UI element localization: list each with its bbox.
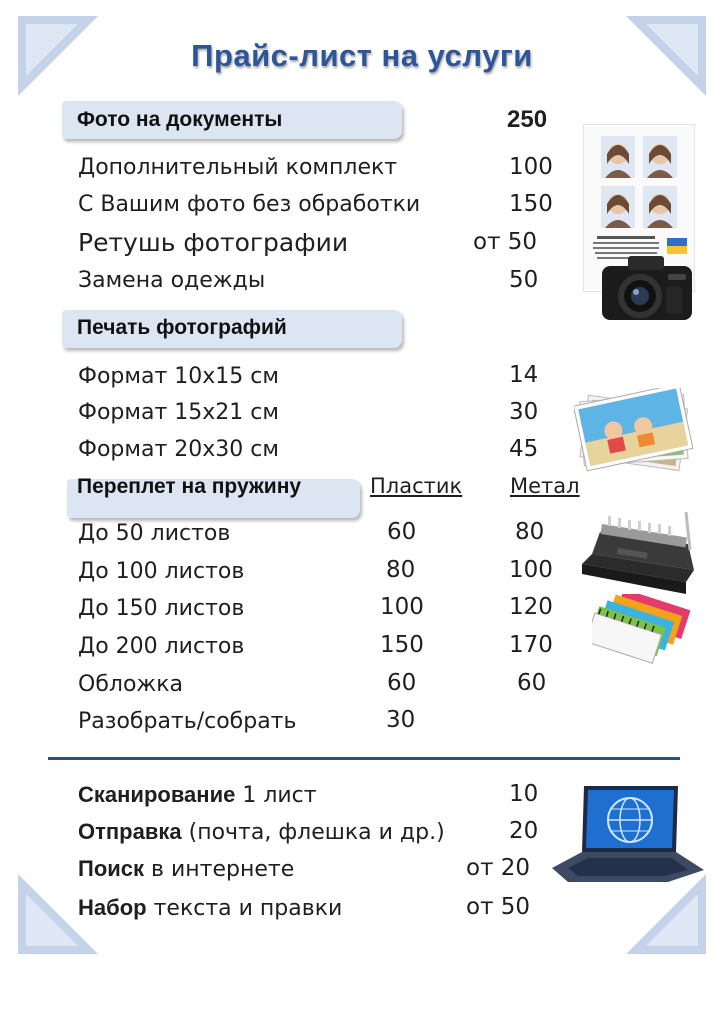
binding-item-plastic: 150: [380, 632, 424, 658]
binding-item-label: Обложка: [78, 672, 183, 697]
print-item-price: 14: [509, 362, 539, 388]
service-row: [78, 895, 342, 921]
service-name: Сканирование: [78, 782, 236, 807]
service-row: [78, 819, 445, 845]
docs-item-label: Дополнительный комплект: [78, 155, 398, 180]
docs-item-price: 100: [509, 154, 553, 180]
service-name: Поиск: [78, 856, 145, 881]
print-item-label: Формат 15х21 см: [78, 400, 279, 425]
service-price: 20: [509, 818, 539, 844]
binding-item-label: Разобрать/собрать: [78, 709, 297, 734]
binding-item-plastic: 30: [386, 707, 416, 733]
binding-item-label: До 200 листов: [78, 634, 245, 659]
column-header-plastic: Пластик: [370, 474, 463, 498]
section-header-binding-label: Переплет на пружину: [77, 475, 302, 498]
binding-item-label: До 50 листов: [78, 521, 231, 546]
binding-item-plastic: 100: [380, 594, 424, 620]
service-price: от 50: [466, 894, 531, 920]
docs-item-label: Замена одежды: [78, 268, 266, 293]
column-header-metal: Метал: [510, 474, 580, 498]
service-name: Отправка: [78, 819, 182, 844]
docs-item-label: С Вашим фото без обработки: [78, 192, 421, 217]
binding-item-metal: 100: [509, 557, 553, 583]
service-price: от 20: [466, 855, 531, 881]
print-item-label: Формат 10х15 см: [78, 364, 279, 389]
docs-item-price: от 50: [473, 229, 538, 255]
camera-icon: [598, 252, 696, 324]
docs-header-price: 250: [507, 106, 548, 133]
docs-item-price: 150: [509, 191, 553, 217]
docs-item-price: 50: [509, 267, 539, 293]
binding-machine-icon: [578, 510, 698, 596]
binding-item-metal: 120: [509, 594, 553, 620]
docs-item-label: Ретушь фотографии: [78, 228, 349, 257]
service-name: Набор: [78, 895, 147, 920]
service-detail: (почта, флешка и др.): [181, 820, 445, 845]
corner-decoration-bottom-right: [626, 874, 706, 954]
binding-item-metal: 60: [517, 670, 547, 696]
spiral-bound-booklets-icon: [592, 594, 702, 668]
section-divider: [48, 757, 680, 760]
service-detail: 1 лист: [235, 783, 317, 808]
service-row: [78, 782, 317, 808]
laptop-globe-icon: [548, 782, 708, 886]
binding-item-plastic: 60: [387, 670, 417, 696]
page-title: Прайс-лист на услуги: [191, 38, 533, 73]
service-price: 10: [509, 781, 539, 807]
service-detail: в интернете: [144, 857, 295, 882]
binding-item-plastic: 60: [387, 519, 417, 545]
print-item-price: 30: [509, 399, 539, 425]
binding-item-plastic: 80: [386, 557, 416, 583]
service-detail: текста и правки: [146, 896, 343, 921]
photo-prints-stack-icon: [574, 388, 696, 474]
binding-item-label: До 100 листов: [78, 559, 245, 584]
print-item-price: 45: [509, 436, 539, 462]
binding-item-metal: 170: [509, 632, 553, 658]
binding-item-label: До 150 листов: [78, 596, 245, 621]
section-header-print-label: Печать фотографий: [77, 316, 287, 339]
print-item-label: Формат 20х30 см: [78, 437, 279, 462]
binding-item-metal: 80: [515, 519, 545, 545]
service-row: [78, 856, 294, 882]
section-header-docs-label: Фото на документы: [77, 108, 283, 131]
